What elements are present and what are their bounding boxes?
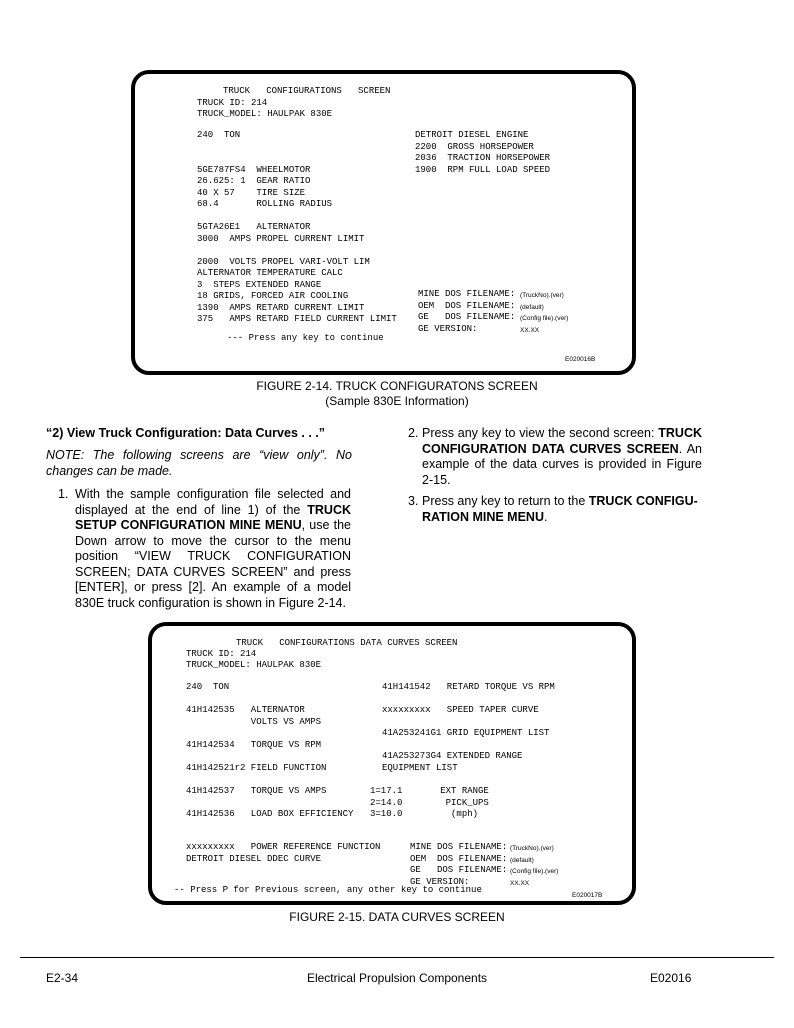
file-label: GE VERSION: — [410, 876, 470, 887]
curve-line: 41H142537 TORQUE VS AMPS — [186, 785, 327, 796]
file-label: GE DOS FILENAME: — [418, 312, 516, 322]
step-3-number: 3. — [408, 494, 419, 508]
curve-line: 41A253273G4 EXTENDED RANGE — [382, 751, 523, 761]
continue-prompt: --- Press any key to continue — [227, 333, 384, 343]
range-line: 2=14.0 PICK_UPS — [370, 797, 489, 808]
footer-title: Electrical Propulsion Components — [306, 971, 488, 985]
curve-line — [382, 717, 555, 729]
figure-2-14-caption: FIGURE 2-14. TRUCK CONFIGURATONS SCREEN (Sample 830E Information) — [256, 379, 538, 408]
file-value: XX.XX — [510, 879, 530, 887]
file-value: XX.XX — [520, 326, 540, 334]
file-value: (TruckNo).(ver) — [510, 845, 554, 852]
config-line: 240 TON — [197, 130, 241, 140]
file-labels — [410, 842, 507, 888]
config-line: 2000 VOLTS PROPEL VARI-VOLT LIM — [197, 256, 370, 267]
config-line: 5GE787FS4 WHEELMOTOR — [197, 164, 311, 175]
menu-name: TRUCK CONFIGU-RATION MINE MENU — [422, 494, 698, 524]
note-text: NOTE: The following screens are “view only”. No changes can be made. — [46, 448, 352, 478]
config-line: 40 X 57 TIRE SIZE — [197, 187, 306, 198]
left-curve-list — [186, 682, 353, 820]
config-line: 18 GRIDS, FORCED AIR COOLING — [197, 291, 349, 301]
right-curve-list — [382, 682, 555, 774]
right-engine-list — [415, 130, 550, 176]
file-label: MINE DOS FILENAME: — [418, 289, 516, 299]
range-line: 3=10.0 (mph) — [370, 809, 479, 819]
curve-line: xxxxxxxxx POWER REFERENCE FUNCTION — [186, 842, 381, 852]
menu-name: TRUCK SETUP CONFIGURATION MINE MENU — [75, 502, 351, 532]
file-label: OEM DOS FILENAME: — [410, 853, 508, 864]
file-value: (default) — [510, 856, 534, 864]
curve-line: 41H142535 ALTERNATOR — [186, 705, 305, 715]
file-label: MINE DOS FILENAME: — [410, 842, 508, 852]
curve-line: VOLTS VS AMPS — [186, 716, 322, 727]
file-value: (Config file).(ver) — [510, 868, 559, 875]
config-line: 68.4 ROLLING RADIUS — [197, 199, 333, 209]
curve-line — [186, 694, 353, 706]
truck-model: TRUCK_MODEL: HAULPAK 830E — [186, 660, 322, 670]
config-line — [197, 153, 397, 165]
figure-2-15-screen — [148, 622, 636, 905]
curve-line: EQUIPMENT LIST — [382, 762, 458, 773]
step-2-number: 2. — [408, 426, 419, 440]
file-value: (default) — [520, 303, 544, 311]
footer-code: E02016 — [650, 971, 692, 985]
config-line: 26.625: 1 GEAR RATIO — [197, 176, 311, 186]
footer-rule — [20, 957, 774, 958]
file-value: (Config file).(ver) — [520, 315, 569, 322]
curve-line — [382, 740, 555, 752]
file-label: GE VERSION: — [418, 323, 478, 334]
file-label: GE DOS FILENAME: — [410, 865, 508, 875]
screen-title: TRUCK CONFIGURATIONS SCREEN — [223, 86, 391, 96]
curve-line: 41H141542 RETARD TORQUE VS RPM — [382, 682, 555, 692]
step-1-number: 1. — [58, 487, 69, 501]
curve-line: 41H142521r2 FIELD FUNCTION — [186, 762, 327, 773]
screen-name: TRUCK CONFIGURATION DATA CURVES SCREEN — [422, 426, 702, 456]
curve-line: 41A253241G1 GRID EQUIPMENT LIST — [382, 728, 550, 738]
config-line: 3000 AMPS PROPEL CURRENT LIMIT — [197, 233, 365, 244]
curve-line: 41H142536 LOAD BOX EFFICIENCY — [186, 808, 354, 819]
range-line: 1=17.1 EXT RANGE — [370, 786, 489, 796]
file-label: OEM DOS FILENAME: — [418, 300, 516, 311]
file-labels — [418, 289, 515, 335]
figure-2-15-caption: FIGURE 2-15. DATA CURVES SCREEN — [289, 910, 505, 924]
curve-line — [186, 728, 353, 740]
engine-line: 2036 TRACTION HORSEPOWER — [415, 153, 551, 163]
file-values — [510, 843, 558, 889]
figure-code: E020017B — [572, 892, 603, 899]
curve-line: 41H142534 TORQUE VS RPM — [186, 739, 322, 750]
curve-line: DETROIT DIESEL DDEC CURVE — [186, 853, 322, 864]
config-line: 1390 AMPS RETARD CURRENT LIMIT — [197, 302, 365, 313]
config-line: 5GTA26E1 ALTERNATOR — [197, 222, 311, 232]
step-1-text: With the sample configuration file selected and displayed at the end of line 1) of the TRUCK SETUP CONFIGURATION MINE MENU, use the Down arrow to move the cursor to the menu position “VIEW TRUCK CONFIGURATION SCREEN; DATA CURVES SCREEN” and press [ENTER], or press [2]. An example of a model 830E truck configuration is shown in Figure 2-14. — [75, 487, 352, 610]
continue-prompt: -- Press P for Previous screen, any other key to continue — [174, 885, 482, 895]
engine-line: DETROIT DIESEL ENGINE — [415, 130, 529, 140]
bottom-left-list — [186, 842, 380, 865]
config-line — [197, 142, 397, 154]
config-line — [197, 245, 397, 257]
footer-page-number: E2-34 — [46, 971, 79, 985]
config-line — [197, 211, 397, 223]
step-3-text: Press any key to return to the TRUCK CONFIGU-RATION MINE MENU. — [422, 494, 698, 524]
curve-line: 240 TON — [186, 682, 230, 692]
figure-code: E020016B — [565, 356, 596, 363]
step-2-text: Press any key to view the second screen: TRUCK CONFIGURATION DATA CURVES SCREEN. An example of the data curves is provided in Figure 2-15. — [422, 426, 702, 487]
curve-line — [382, 694, 555, 706]
curve-line: xxxxxxxxx SPEED TAPER CURVE — [382, 705, 539, 715]
engine-line: 1900 RPM FULL LOAD SPEED — [415, 164, 551, 175]
figure-2-14-screen — [131, 70, 636, 375]
file-values — [520, 290, 568, 336]
range-list — [370, 786, 489, 821]
file-value: (TruckNo).(ver) — [520, 292, 564, 299]
curve-line — [186, 751, 353, 763]
config-line: 375 AMPS RETARD FIELD CURRENT LIMIT — [197, 314, 397, 324]
curve-line — [186, 797, 353, 809]
truck-id: TRUCK ID: 214 — [197, 98, 268, 108]
section-heading: “2) View Truck Configuration: Data Curves . . .” — [46, 426, 325, 440]
left-config-list — [197, 130, 397, 326]
truck-model: TRUCK_MODEL: HAULPAK 830E — [197, 109, 333, 119]
engine-line: 2200 GROSS HORSEPOWER — [415, 141, 534, 152]
config-line: ALTERNATOR TEMPERATURE CALC — [197, 268, 343, 278]
config-line: 3 STEPS EXTENDED RANGE — [197, 279, 322, 290]
curve-line — [186, 774, 353, 786]
screen-title: TRUCK CONFIGURATIONS DATA CURVES SCREEN — [236, 638, 458, 648]
truck-id: TRUCK ID: 214 — [186, 649, 257, 659]
